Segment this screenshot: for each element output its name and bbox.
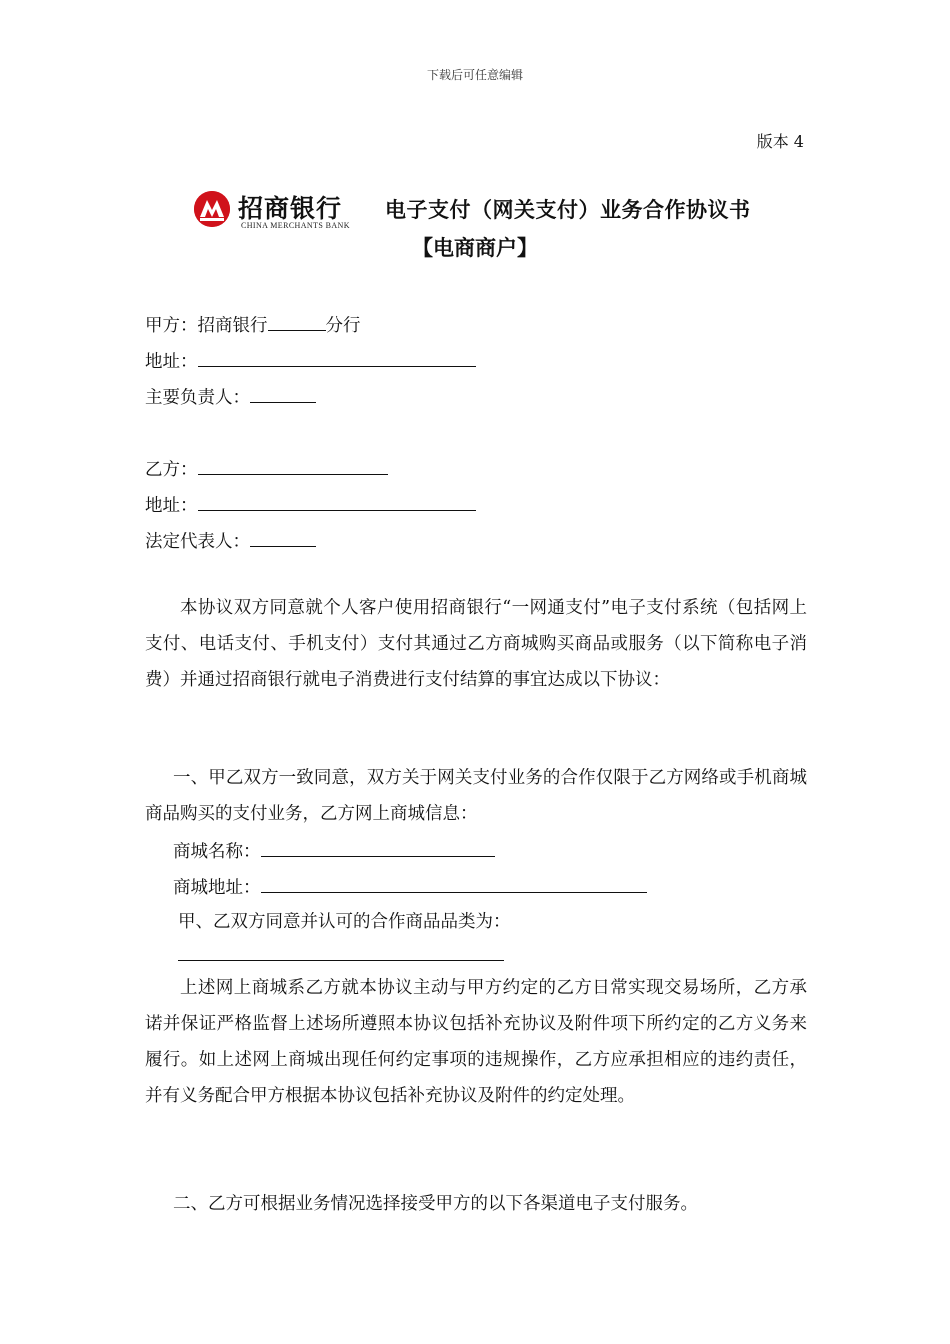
document-subtitle: 【电商商户】 xyxy=(412,236,538,260)
branch-blank xyxy=(268,310,326,331)
bank-logo-name-cn: 招商银行 xyxy=(238,194,343,223)
mall-name-label: 商城名称： xyxy=(173,842,261,862)
party-b-name-blank xyxy=(198,454,388,475)
party-b-address-line xyxy=(145,490,476,517)
party-a-principal-label: 主要负责人： xyxy=(145,388,250,408)
party-a-principal-line xyxy=(145,382,316,409)
party-a-address-line xyxy=(145,346,476,373)
section-1-paragraph: 一、甲乙双方一致同意，双方关于网关支付业务的合作仅限于乙方网络或手机商城商品购买的支付业务，乙方网上商城信息： xyxy=(145,768,807,824)
party-a-label: 甲方：招商银行 xyxy=(145,316,268,336)
party-a-address-label: 地址： xyxy=(145,352,198,372)
party-a-address-blank xyxy=(198,346,476,367)
mall-address-line xyxy=(173,872,647,899)
party-b-legal-rep-blank xyxy=(250,526,316,547)
mall-name-line xyxy=(173,836,495,863)
party-b-address-blank xyxy=(198,490,476,511)
party-a-line xyxy=(145,310,361,337)
party-a-suffix: 分行 xyxy=(325,316,361,336)
intro-paragraph: 本协议双方同意就个人客户使用招商银行“一网通支付”电子支付系统（包括网上支付、电话支付、手机支付）支付其通过乙方商城购买商品或服务（以下简称电子消费）并通过招商银行就电子消费进行支付结算的事宜达成以下协议： xyxy=(145,598,807,690)
party-b-address-label: 地址： xyxy=(145,496,198,516)
party-b-legal-rep-label: 法定代表人： xyxy=(145,532,250,552)
mall-address-label: 商城地址： xyxy=(173,878,261,898)
party-a-principal-blank xyxy=(250,382,316,403)
mall-name-blank xyxy=(261,836,495,857)
document-title: 电子支付（网关支付）业务合作协议书 xyxy=(385,198,751,222)
version-label: 版本 4 xyxy=(756,132,804,151)
bank-logo-icon xyxy=(194,191,230,227)
categories-blank xyxy=(178,960,504,961)
bank-logo-name-en: CHINA MERCHANTS BANK xyxy=(241,221,350,230)
party-b-label: 乙方： xyxy=(145,460,198,480)
mall-address-blank xyxy=(261,872,647,893)
section-1-obligation-paragraph: 上述网上商城系乙方就本协议主动与甲方约定的乙方日常实现交易场所，乙方承诺并保证严格监督上述场所遵照本协议包括补充协议及附件项下所约定的乙方义务来履行。如上述网上商城出现任何约定事项的违规操作，乙方应承担相应的违约责任，并有义务配合甲方根据本协议包括补充协议及附件的约定处理。 xyxy=(145,978,807,1106)
party-b-line xyxy=(145,454,388,481)
section-2-paragraph: 二、乙方可根据业务情况选择接受甲方的以下各渠道电子支付服务。 xyxy=(173,1194,698,1214)
categories-label: 甲、乙双方同意并认可的合作商品品类为： xyxy=(178,912,511,932)
header-note: 下载后可任意编辑 xyxy=(426,68,523,82)
party-b-legal-rep-line xyxy=(145,526,316,553)
